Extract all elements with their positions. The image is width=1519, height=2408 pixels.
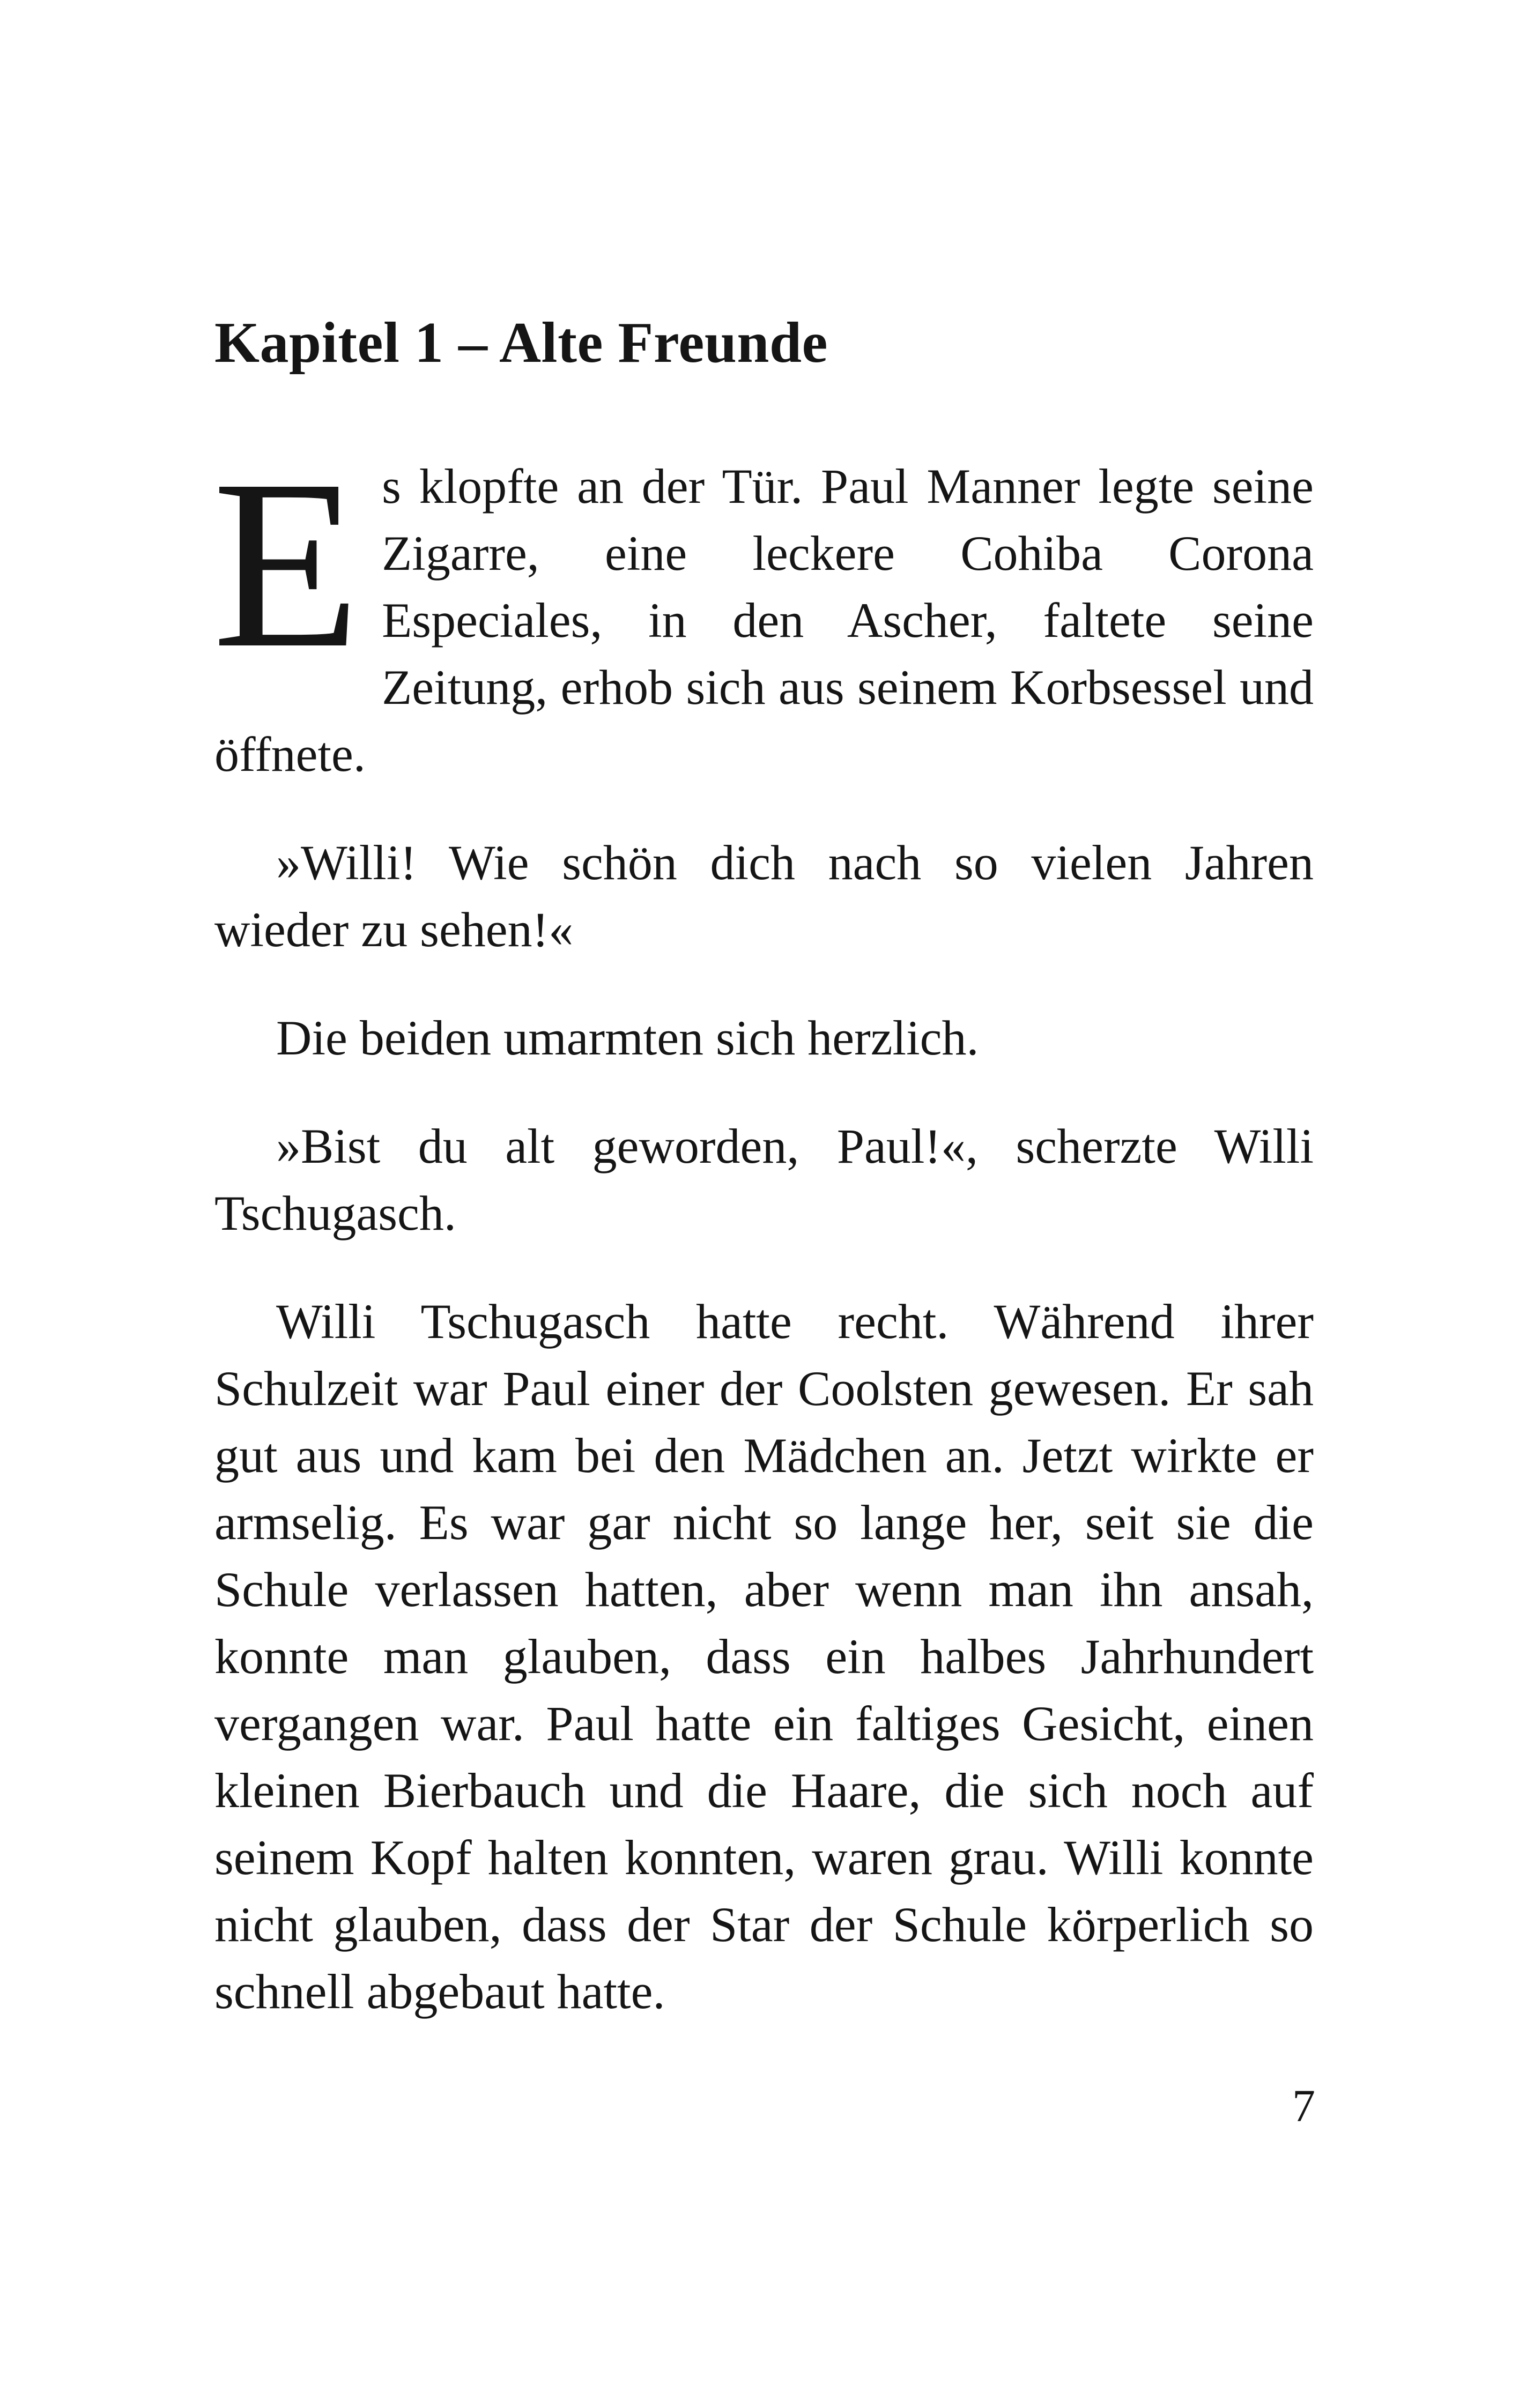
paragraph-opening-text: s klopfte an der Tür. Paul Manner legte seine Zigarre, eine leckere Cohiba Corona Especiales, in den Ascher, faltete seine Zeitung, erhob sich aus seinem Korbsessel und öffnete. xyxy=(214,459,1314,782)
paragraph-greeting: »Willi! Wie schön dich nach so vielen Jahren wieder zu sehen!« xyxy=(214,835,1314,957)
chapter-body xyxy=(212,429,1314,2067)
chapter-title: Kapitel 1 – Alte Freunde xyxy=(214,311,828,375)
paragraph-embrace: Die beiden umarmten sich herzlich. xyxy=(276,1010,979,1065)
paragraph-joke: »Bist du alt geworden, Paul!«, scherzte Willi Tschugasch. xyxy=(214,1119,1314,1240)
page-number: 7 xyxy=(1292,2080,1315,2131)
paragraph-description: Willi Tschugasch hatte recht. Während ihrer Schulzeit war Paul einer der Coolsten gewesen. Er sah gut aus und kam bei den Mädchen an. Jetzt wirkte er armselig. Es war gar nicht so lange her, seit sie die Schule verlassen hatten, aber wenn man ihn ansah, konnte man glauben, dass ein halbes Jahrhundert vergangen war. Paul hatte ein faltiges Gesicht, einen kleinen Bierbauch und die Haare, die sich noch auf seinem Kopf halten konnten, waren grau. Willi konnte nicht glauben, dass der Star der Schule körperlich so schnell abgebaut hatte. xyxy=(214,1294,1314,2019)
drop-cap: E xyxy=(212,429,361,698)
paragraph-opening xyxy=(212,429,1314,788)
